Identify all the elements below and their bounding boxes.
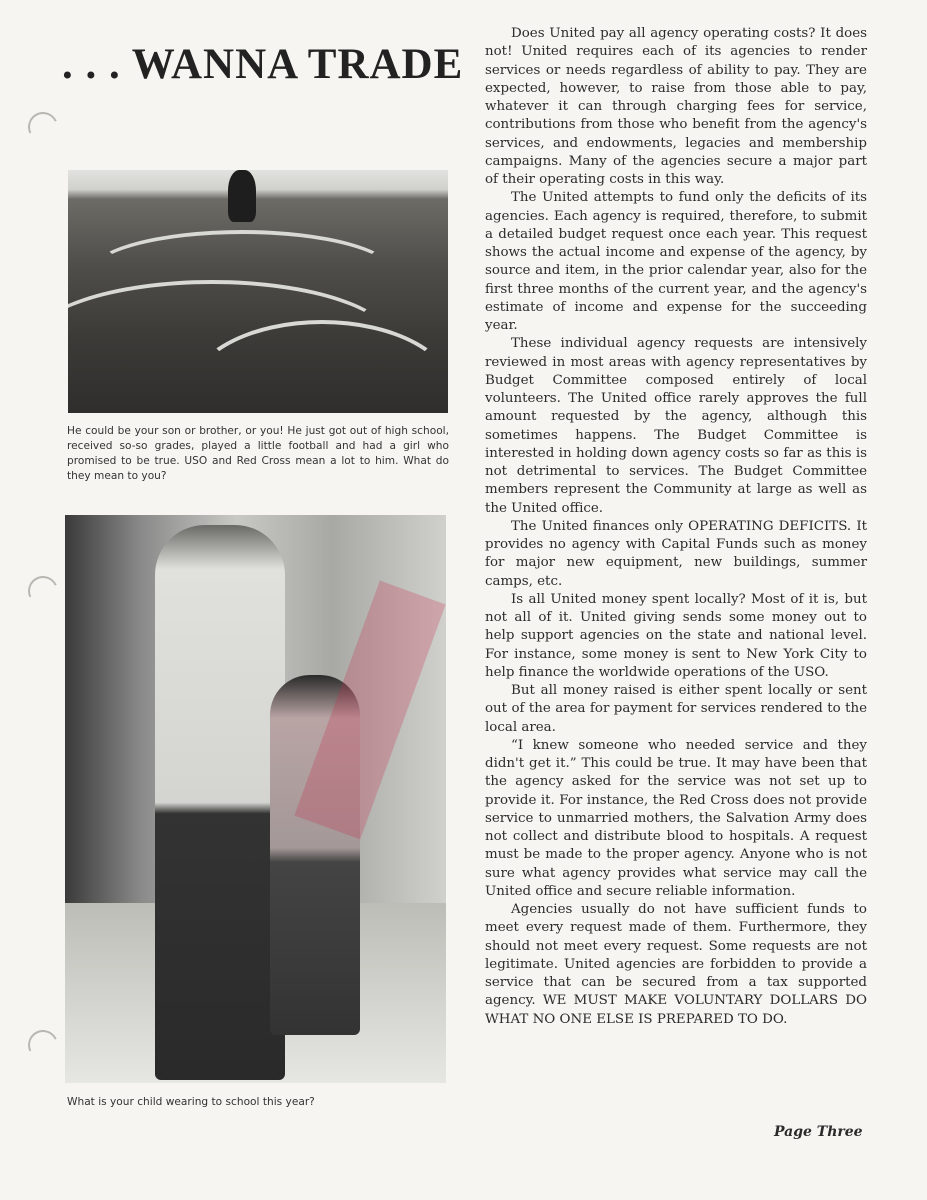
paragraph: Agencies usually do not have sufficient funds to meet every request made of them. Furthermore, they should not meet every request. Some requests are not legitimate. United agencies are forbidden to provide a service that can be secured from a tax supported agency. WE MUST MAKE VOLUNTARY DOLLARS DO WHAT NO ONE ELSE IS PREPARED TO DO. [485, 902, 867, 1027]
photo1-caption: He could be your son or brother, or you! He just got out of high school, received so-so grades, played a little football and had a girl who promised to be true. USO and Red Cross mean a lot to him. What do they mean to you? [67, 425, 449, 482]
paragraph: The United attempts to fund only the deficits of its agencies. Each agency is required, therefore, to submit a detailed budget request once each year. This request shows the actual income and expense of the agency, by source and item, in the prior calendar year, also for the first three months of the current year, and the agency's estimate of income and expense for the succeeding year. [485, 190, 867, 333]
photo2-caption: What is your child wearing to school this year? [67, 1096, 315, 1108]
punch-hole [24, 572, 62, 610]
punch-hole [24, 1026, 62, 1064]
article-body [485, 25, 867, 1029]
man-figure [155, 525, 285, 1080]
punch-hole [24, 108, 62, 146]
paragraph: These individual agency requests are intensively reviewed in most areas with agency representatives by Budget Committee composed entirely of local volunteers. The United office rarely approves the full amount requested by the agency, although this sometimes happens. The Budget Committee is interested in holding down agency costs so far as this is not detrimental to services. The Budget Committee members represent the Community at large as well as the United office. [485, 336, 867, 516]
page-number: Page Three [774, 1124, 863, 1140]
photo-soldier-in-field [68, 170, 448, 413]
paragraph: The United finances only OPERATING DEFICITS. It provides no agency with Capital Funds such as money for major new equipment, new buildings, summer camps, etc. [485, 518, 867, 589]
paragraph: Does United pay all agency operating costs? It does not! United requires each of its agencies to render services or needs regardless of ability to pay. They are expected, however, to raise from those able to pay, whatever it can through charging fees for service, contributions from those who benefit from the agency's services, and endowments, legacies and membership campaigns. Many of the agencies secure a major part of their operating costs in this way. [485, 26, 867, 187]
paragraph: Is all United money spent locally? Most of it is, but not all of it. United giving sends some money out to help support agencies on the state and national level. For instance, some money is sent to New York City to help finance the worldwide operations of the USO. [485, 591, 867, 680]
page-title: . . . WANNA TRADE [62, 41, 464, 88]
paragraph: But all money raised is either spent locally or sent out of the area for payment for services rendered to the local area. [485, 683, 867, 735]
soldier-figure [228, 170, 256, 222]
photo-boy-with-crutches [65, 515, 446, 1083]
paragraph: “I knew someone who needed service and they didn't get it.” This could be true. It may have been that the agency asked for the service was not set up to provide it. For instance, the Red Cross does not provide service to unmarried mothers, the Salvation Army does not collect and distribute blood to hospitals. A request must be made to the proper agency. Anyone who is not sure what agency provides what service may call the United office and secure reliable information. [485, 737, 867, 899]
